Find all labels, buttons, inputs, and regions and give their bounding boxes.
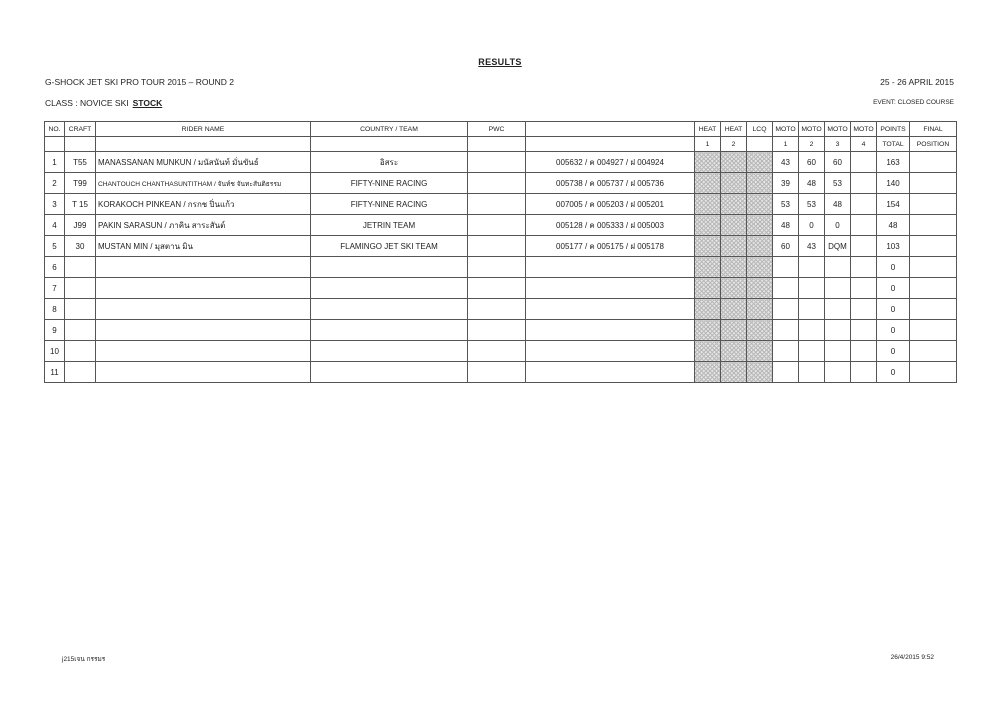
cell-lcq [747, 194, 773, 215]
cell-total: 140 [877, 173, 910, 194]
cell-position [910, 152, 957, 173]
cell-reg [526, 320, 695, 341]
cell-moto4 [851, 215, 877, 236]
cell-reg [526, 257, 695, 278]
col-craft: CRAFT [65, 122, 96, 137]
cell-heat2 [721, 320, 747, 341]
cell-craft: 30 [65, 236, 96, 257]
cell-position [910, 236, 957, 257]
cell-heat1 [695, 236, 721, 257]
col-no: NO. [45, 122, 65, 137]
cell-position [910, 362, 957, 383]
cell-rider: CHANTOUCH CHANTHASUNTITHAM / จันท์ช จันทะสันติธรรม [96, 173, 311, 194]
cell-team: FIFTY-NINE RACING [311, 194, 468, 215]
cell-moto4 [851, 278, 877, 299]
col-heat1: HEAT [695, 122, 721, 137]
cell-position [910, 215, 957, 236]
cell-no: 6 [45, 257, 65, 278]
table-row [45, 173, 957, 194]
cell-team [311, 341, 468, 362]
cell-lcq [747, 173, 773, 194]
cell-heat1 [695, 194, 721, 215]
cell-moto4 [851, 236, 877, 257]
cell-heat1 [695, 278, 721, 299]
cell-lcq [747, 362, 773, 383]
col-rider: RIDER NAME [96, 122, 311, 137]
cell-moto3 [825, 320, 851, 341]
table-row [45, 299, 957, 320]
cell-pwc [468, 215, 526, 236]
cell-no: 11 [45, 362, 65, 383]
table-row [45, 341, 957, 362]
cell-craft [65, 299, 96, 320]
sub-rider [96, 137, 311, 152]
cell-heat2 [721, 215, 747, 236]
cell-rider [96, 257, 311, 278]
event-date: 25 - 26 APRIL 2015 [880, 77, 954, 87]
cell-rider [96, 341, 311, 362]
cell-no: 2 [45, 173, 65, 194]
cell-pwc [468, 278, 526, 299]
cell-total: 0 [877, 278, 910, 299]
sub-reg [526, 137, 695, 152]
cell-rider: MANASSANAN MUNKUN / มนัสนันท์ มั่นขันธ์ [96, 152, 311, 173]
footer-file-name: j215เจน กรรมร [62, 656, 106, 663]
cell-moto2 [799, 299, 825, 320]
col-heat2: HEAT [721, 122, 747, 137]
table-row [45, 236, 957, 257]
cell-moto4 [851, 299, 877, 320]
cell-lcq [747, 215, 773, 236]
cell-position [910, 299, 957, 320]
cell-moto1 [773, 299, 799, 320]
sub-final: POSITION [910, 137, 957, 152]
cell-rider [96, 362, 311, 383]
cell-team [311, 278, 468, 299]
cell-rider [96, 278, 311, 299]
cell-moto2 [799, 362, 825, 383]
cell-moto4 [851, 341, 877, 362]
cell-heat1 [695, 215, 721, 236]
sub-moto2: 2 [799, 137, 825, 152]
cell-craft: T55 [65, 152, 96, 173]
cell-moto4 [851, 152, 877, 173]
col-pwc: PWC [468, 122, 526, 137]
cell-heat2 [721, 278, 747, 299]
cell-reg [526, 299, 695, 320]
cell-team: FLAMINGO JET SKI TEAM [311, 236, 468, 257]
cell-total: 163 [877, 152, 910, 173]
cell-heat2 [721, 257, 747, 278]
cell-lcq [747, 152, 773, 173]
cell-heat2 [721, 173, 747, 194]
cell-total: 103 [877, 236, 910, 257]
cell-pwc [468, 341, 526, 362]
class-label: CLASS : NOVICE SKI [45, 98, 129, 108]
cell-heat1 [695, 257, 721, 278]
cell-moto4 [851, 320, 877, 341]
cell-lcq [747, 341, 773, 362]
cell-heat1 [695, 362, 721, 383]
cell-no: 10 [45, 341, 65, 362]
cell-position [910, 194, 957, 215]
cell-team: JETRIN TEAM [311, 215, 468, 236]
cell-lcq [747, 278, 773, 299]
cell-position [910, 320, 957, 341]
cell-craft: T 15 [65, 194, 96, 215]
cell-team [311, 299, 468, 320]
cell-moto4 [851, 257, 877, 278]
cell-total: 154 [877, 194, 910, 215]
class-value: STOCK [132, 98, 163, 108]
cell-team: อิสระ [311, 152, 468, 173]
cell-lcq [747, 299, 773, 320]
cell-no: 5 [45, 236, 65, 257]
cell-rider: PAKIN SARASUN / ภาคิน สาระสันต์ [96, 215, 311, 236]
cell-pwc [468, 362, 526, 383]
cell-moto3: DQM [825, 236, 851, 257]
cell-reg: 007005 / ค 005203 / ฝ 005201 [526, 194, 695, 215]
subheader-row [45, 137, 957, 152]
cell-craft: T99 [65, 173, 96, 194]
cell-lcq [747, 257, 773, 278]
cell-heat2 [721, 341, 747, 362]
sub-lcq [747, 137, 773, 152]
cell-moto2 [799, 341, 825, 362]
col-final: FINAL [910, 122, 957, 137]
cell-craft [65, 341, 96, 362]
cell-total: 48 [877, 215, 910, 236]
col-moto3: MOTO [825, 122, 851, 137]
cell-heat1 [695, 341, 721, 362]
cell-reg [526, 341, 695, 362]
cell-moto3 [825, 362, 851, 383]
cell-no: 7 [45, 278, 65, 299]
cell-pwc [468, 194, 526, 215]
cell-position [910, 278, 957, 299]
results-title: RESULTS [478, 57, 522, 67]
cell-heat1 [695, 152, 721, 173]
cell-no: 4 [45, 215, 65, 236]
cell-position [910, 257, 957, 278]
cell-pwc [468, 236, 526, 257]
sub-heat2: 2 [721, 137, 747, 152]
cell-pwc [468, 257, 526, 278]
cell-pwc [468, 320, 526, 341]
cell-total: 0 [877, 341, 910, 362]
cell-reg: 005128 / ค 005333 / ฝ 005003 [526, 215, 695, 236]
sub-moto1: 1 [773, 137, 799, 152]
header-row [45, 122, 957, 137]
sub-team [311, 137, 468, 152]
cell-moto1 [773, 278, 799, 299]
sub-moto4: 4 [851, 137, 877, 152]
sub-no [45, 137, 65, 152]
cell-total: 0 [877, 257, 910, 278]
cell-moto1 [773, 362, 799, 383]
cell-no: 8 [45, 299, 65, 320]
cell-pwc [468, 299, 526, 320]
cell-reg: 005632 / ค 004927 / ฝ 004924 [526, 152, 695, 173]
sub-points: TOTAL [877, 137, 910, 152]
table-row [45, 257, 957, 278]
cell-moto3: 53 [825, 173, 851, 194]
cell-team [311, 320, 468, 341]
cell-moto3: 60 [825, 152, 851, 173]
col-moto1: MOTO [773, 122, 799, 137]
cell-team [311, 362, 468, 383]
col-team: COUNTRY / TEAM [311, 122, 468, 137]
table-row [45, 362, 957, 383]
cell-moto1 [773, 341, 799, 362]
cell-moto3 [825, 257, 851, 278]
cell-rider [96, 320, 311, 341]
cell-moto2 [799, 320, 825, 341]
event-type: EVENT: CLOSED COURSE [873, 99, 954, 106]
cell-moto3: 48 [825, 194, 851, 215]
cell-position [910, 341, 957, 362]
cell-total: 0 [877, 299, 910, 320]
cell-lcq [747, 236, 773, 257]
cell-team [311, 257, 468, 278]
cell-total: 0 [877, 362, 910, 383]
cell-heat2 [721, 194, 747, 215]
cell-craft [65, 362, 96, 383]
cell-reg: 005738 / ค 005737 / ฝ 005736 [526, 173, 695, 194]
col-moto2: MOTO [799, 122, 825, 137]
cell-moto2: 43 [799, 236, 825, 257]
cell-heat2 [721, 236, 747, 257]
cell-moto1 [773, 320, 799, 341]
cell-team: FIFTY-NINE RACING [311, 173, 468, 194]
class-line [45, 98, 162, 108]
footer-print-timestamp: 26/4/2015 9:52 [890, 654, 934, 661]
table-row [45, 215, 957, 236]
cell-moto3: 0 [825, 215, 851, 236]
sub-moto3: 3 [825, 137, 851, 152]
col-lcq: LCQ [747, 122, 773, 137]
table-row [45, 152, 957, 173]
cell-heat2 [721, 299, 747, 320]
cell-rider: MUSTAN MIN / มุสตาน มิน [96, 236, 311, 257]
cell-moto1: 60 [773, 236, 799, 257]
cell-moto2: 60 [799, 152, 825, 173]
cell-moto4 [851, 173, 877, 194]
cell-craft [65, 320, 96, 341]
cell-heat2 [721, 362, 747, 383]
cell-moto2: 53 [799, 194, 825, 215]
cell-craft [65, 278, 96, 299]
table-row [45, 278, 957, 299]
cell-heat1 [695, 173, 721, 194]
cell-moto2 [799, 257, 825, 278]
sub-pwc [468, 137, 526, 152]
sub-craft [65, 137, 96, 152]
cell-reg: 005177 / ค 005175 / ฝ 005178 [526, 236, 695, 257]
cell-no: 9 [45, 320, 65, 341]
cell-moto2 [799, 278, 825, 299]
cell-no: 1 [45, 152, 65, 173]
cell-heat2 [721, 152, 747, 173]
cell-pwc [468, 152, 526, 173]
cell-moto3 [825, 278, 851, 299]
cell-moto2: 0 [799, 215, 825, 236]
col-moto4: MOTO [851, 122, 877, 137]
col-points: POINTS [877, 122, 910, 137]
col-reg [526, 122, 695, 137]
cell-reg [526, 278, 695, 299]
cell-moto1: 43 [773, 152, 799, 173]
cell-lcq [747, 320, 773, 341]
sub-heat1: 1 [695, 137, 721, 152]
cell-moto4 [851, 194, 877, 215]
cell-pwc [468, 173, 526, 194]
table-row [45, 320, 957, 341]
event-name: G-SHOCK JET SKI PRO TOUR 2015 – ROUND 2 [45, 77, 234, 87]
cell-heat1 [695, 299, 721, 320]
cell-rider: KORAKOCH PINKEAN / กรกช ปิ่นแก้ว [96, 194, 311, 215]
cell-moto1: 39 [773, 173, 799, 194]
cell-craft: J99 [65, 215, 96, 236]
cell-moto1: 53 [773, 194, 799, 215]
cell-moto1 [773, 257, 799, 278]
cell-no: 3 [45, 194, 65, 215]
cell-reg [526, 362, 695, 383]
cell-moto4 [851, 362, 877, 383]
cell-total: 0 [877, 320, 910, 341]
cell-position [910, 173, 957, 194]
table-row [45, 194, 957, 215]
cell-moto2: 48 [799, 173, 825, 194]
cell-rider [96, 299, 311, 320]
cell-moto3 [825, 341, 851, 362]
results-table [44, 121, 957, 383]
cell-heat1 [695, 320, 721, 341]
cell-craft [65, 257, 96, 278]
cell-moto1: 48 [773, 215, 799, 236]
cell-moto3 [825, 299, 851, 320]
